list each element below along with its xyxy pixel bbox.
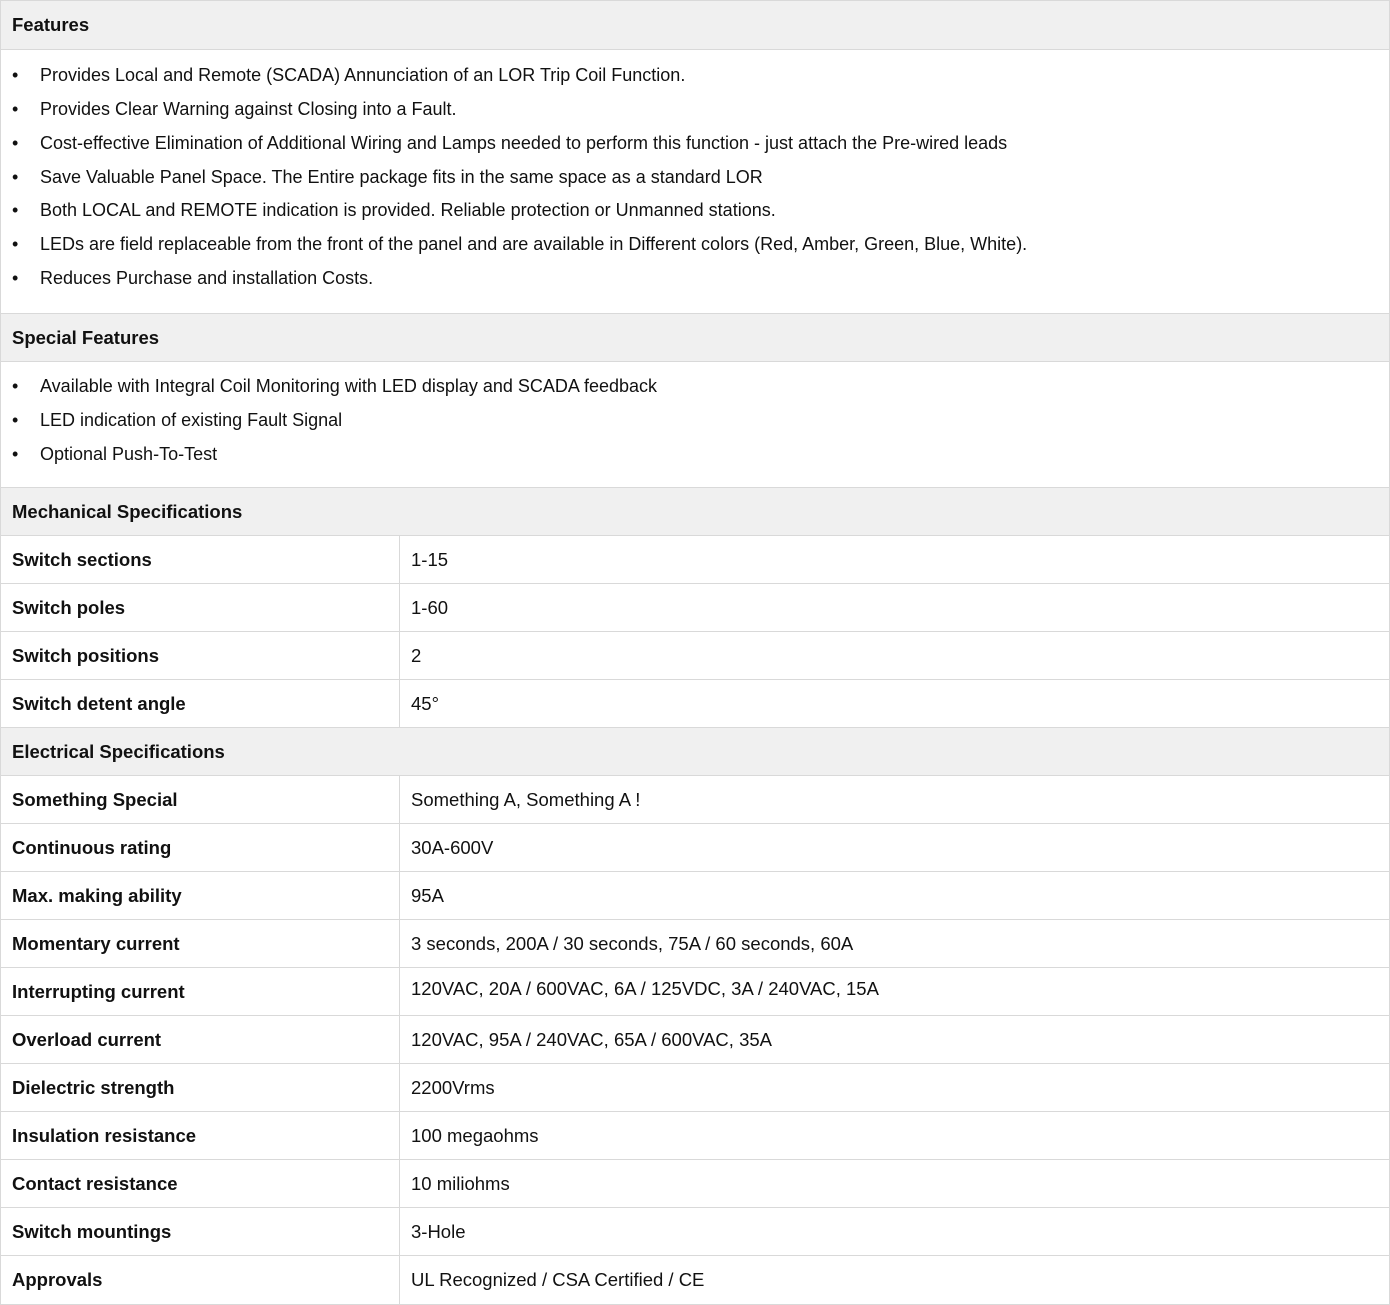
mechanical-specs-title: Mechanical Specifications [12,500,243,522]
bullet-icon: • [12,234,19,254]
features-header [1,1,1389,50]
table-row: Interrupting current 120VAC, 20A / 600VAC, 6A / 125VDC, 3A / 240VAC, 15A [1,968,1389,1016]
table-row: Continuous rating 30A-600V [1,824,1389,872]
table-row: Switch mountings 3-Hole [1,1208,1389,1256]
table-row: Switch detent angle 45° [1,680,1389,728]
table-row: Momentary current 3 seconds, 200A / 30 seconds, 75A / 60 seconds, 60A [1,920,1389,968]
electrical-specs-header [1,728,1389,776]
special-features-list: • Available with Integral Coil Monitoring with LED display and SCADA feedback • LED indication of existing Fault Signal • Optional Push-To-Test [1,362,1389,488]
table-row: Insulation resistance 100 megaohms [1,1112,1389,1160]
table-row: Approvals UL Recognized / CSA Certified / CE [1,1256,1389,1304]
table-row: Switch positions 2 [1,632,1389,680]
table-row: Contact resistance 10 miliohms [1,1160,1389,1208]
bullet-icon: • [12,268,19,288]
table-row: Switch poles 1-60 [1,584,1389,632]
table-row: Overload current 120VAC, 95A / 240VAC, 65A / 600VAC, 35A [1,1016,1389,1064]
bullet-icon: • [12,200,19,220]
bullet-icon: • [12,99,19,119]
features-title: Features [12,14,90,35]
bullet-icon: • [12,444,19,464]
special-features-header [1,314,1389,362]
table-row: Something Special Something A, Something A ! [1,776,1389,824]
bullet-icon: • [12,410,19,430]
mechanical-specs-header [1,488,1389,536]
table-row: Dielectric strength 2200Vrms [1,1064,1389,1112]
table-row: Switch sections 1-15 [1,536,1389,584]
features-list: • Provides Local and Remote (SCADA) Annunciation of an LOR Trip Coil Function. • Provides Clear Warning against Closing into a Fault. • Cost-effective Elimination of Additional Wiring and Lamps needed to perform this function - just attach the Pre-wired leads • Save Valuable Panel Space. The Entire package fits in the same space as a standard LOR • Both LOCAL and REMOTE indication is provided. Reliable protection or Unmanned stations. • LEDs are field replaceable from the front of the panel and are available in Different colors (Red, Amber, Green, Blue, White). • Reduces Purchase and installation Costs. [1,50,1389,314]
electrical-specs-title: Electrical Specifications [12,740,225,762]
bullet-icon: • [12,65,19,85]
bullet-icon: • [12,167,19,187]
table-row: Max. making ability 95A [1,872,1389,920]
bullet-icon: • [12,133,19,153]
bullet-icon: • [12,376,19,396]
special-features-title: Special Features [12,326,160,348]
